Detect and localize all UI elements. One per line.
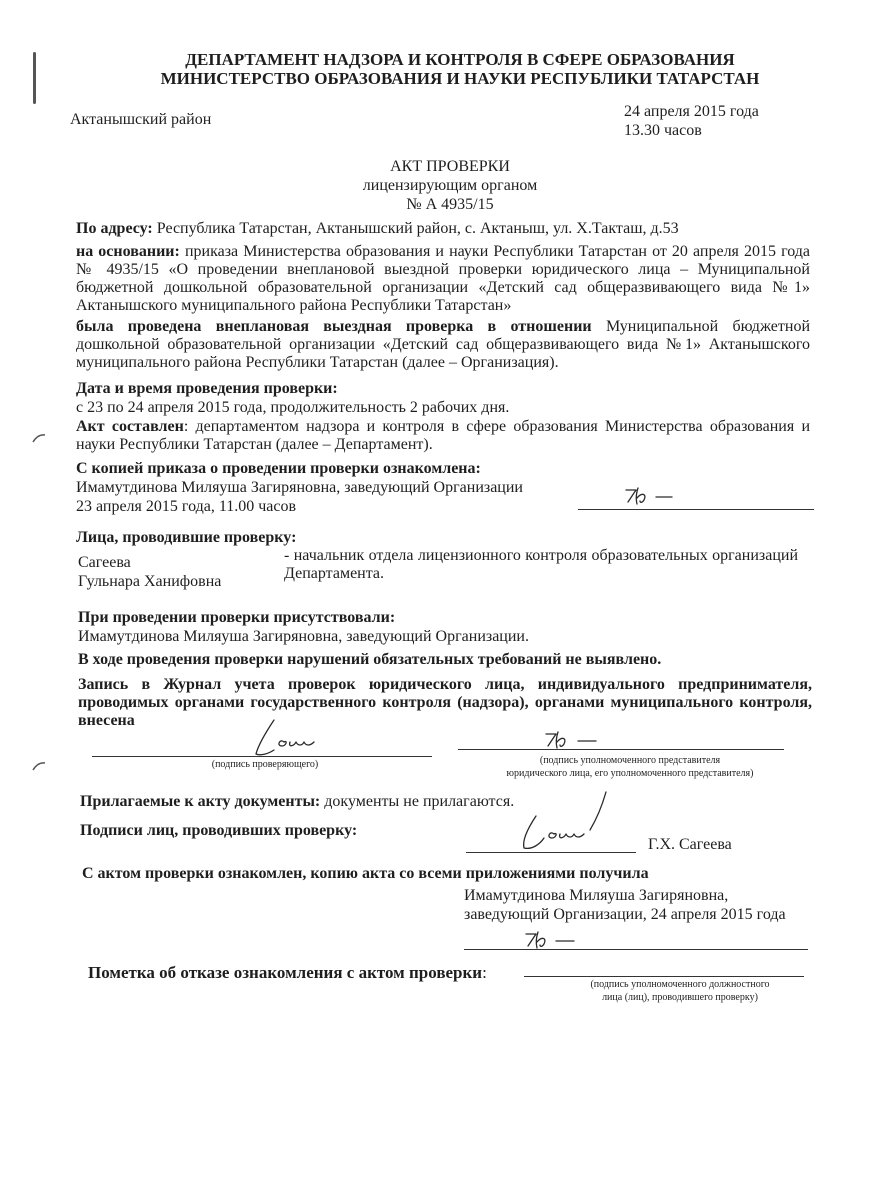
journal-text: Запись в Журнал учета проверок юридического лица, индивидуального предпринимателя, проводимых органами государственного контроля (надзора), органами муниципального контроля, внесена	[78, 676, 812, 729]
journal-caption-right-2: юридического лица, его уполномоченного представителя)	[506, 768, 754, 779]
journal-inspector-signature	[244, 716, 330, 760]
attachments-block	[80, 793, 814, 811]
address-block	[76, 220, 810, 238]
journal-representative-signature	[540, 726, 604, 752]
address-text: Республика Татарстан, Актанышский район, с. Актаныш, ул. Х.Такташ, д.53	[156, 220, 679, 237]
present-label: При проведении проверки присутствовали:	[78, 609, 396, 626]
refusal-label	[88, 964, 548, 982]
act-subtitle: лицензирующим органом	[362, 177, 538, 194]
inspector-signature	[510, 786, 634, 854]
inspector-surname: Сагеева	[78, 554, 131, 571]
address-label: По адресу:	[76, 220, 153, 237]
acknowledged-person: Имамутдинова Миляуша Загиряновна,	[464, 887, 729, 904]
header-line-1: ДЕПАРТАМЕНТ НАДЗОРА И КОНТРОЛЯ В СФЕРЕ ОБРАЗОВАНИЯ	[185, 50, 735, 69]
acknowledged-label: С актом проверки ознакомлен, копию акта со всеми приложениями получила	[82, 865, 649, 882]
place: Актанышский район	[70, 111, 212, 128]
act-title: АКТ ПРОВЕРКИ	[390, 158, 510, 175]
header-line-2: МИНИСТЕРСТВО ОБРАЗОВАНИЯ И НАУКИ РЕСПУБЛИКИ ТАТАРСТАН	[160, 69, 760, 88]
attachments-label: Прилагаемые к акту документы:	[80, 793, 321, 810]
basis-label: на основании:	[76, 243, 180, 260]
compiled-block	[76, 418, 810, 454]
order-copy-label: С копией приказа о проведении проверки ознакомлена:	[76, 460, 481, 477]
act-date: 24 апреля 2015 года	[624, 103, 759, 120]
inspection-block	[76, 318, 810, 372]
acknowledged-role-date: заведующий Организации, 24 апреля 2015 года	[464, 906, 786, 923]
attachments-text: документы не прилагаются.	[324, 793, 515, 810]
hole-punch-mark-top	[32, 432, 46, 444]
act-number: № А 4935/15	[406, 196, 494, 213]
inspection-label: была проведена внеплановая выездная проверка в отношении	[76, 318, 592, 335]
binder-mark	[33, 52, 36, 104]
order-copy-person: Имамутдинова Миляуша Загиряновна, заведующий Организации	[76, 479, 523, 496]
refusal-colon: :	[482, 963, 487, 982]
inspector-name: Гульнара Ханифовна	[78, 573, 222, 590]
datetime-text: с 23 по 24 апреля 2015 года, продолжительность 2 рабочих дня.	[76, 399, 510, 416]
order-copy-signature-line	[578, 509, 814, 510]
inspector-role: - начальник отдела лицензионного контроля образовательных организаций Департамента.	[284, 547, 798, 582]
present-text: Имамутдинова Миляуша Загиряновна, заведующий Организации.	[78, 628, 529, 645]
hole-punch-mark-bottom	[32, 760, 46, 772]
compiled-label: Акт составлен	[76, 418, 184, 435]
basis-block	[76, 243, 810, 315]
result-text: В ходе проведения проверки нарушений обязательных требований не выявлено.	[78, 651, 662, 668]
act-time: 13.30 часов	[624, 122, 702, 139]
journal-caption-left: (подпись проверяющего)	[211, 759, 319, 770]
acknowledged-signature	[520, 926, 582, 952]
signatures-label: Подписи лиц, проводивших проверку:	[80, 822, 358, 839]
order-copy-datetime: 23 апреля 2015 года, 11.00 часов	[76, 498, 297, 515]
refusal-label-text: Пометка об отказе ознакомления с актом проверки	[88, 963, 483, 982]
datetime-label: Дата и время проведения проверки:	[76, 380, 338, 397]
journal-caption-right-1: (подпись уполномоченного представителя	[539, 755, 721, 766]
inspector-signature-name: Г.Х. Сагеева	[648, 836, 732, 853]
refusal-caption-1: (подпись уполномоченного должностного	[590, 979, 770, 990]
compiled-text: : департаментом надзора и контроля в сфере образования Министерства образования и науки Республики Татарстан (далее – Департамент).	[76, 418, 811, 453]
refusal-caption-2: лица (лиц), проводившего проверку)	[602, 992, 758, 1003]
inspectors-label: Лица, проводившие проверку:	[76, 529, 297, 546]
basis-text: приказа Министерства образования и науки Республики Татарстан от 20 апреля 2015 года № 4935/15 «О проведении внеплановой выездной проверки юридического лица – Муниципальной бюджетной дошкольной образовательной организации «Детский сад общеразвивающего вида №1» Актанышского муниципального района Республики Татарстан»	[76, 243, 811, 314]
acknowledged-signature-line	[464, 949, 808, 950]
journal-signature-line-right	[458, 749, 784, 750]
order-copy-signature	[620, 482, 680, 508]
inspection-text: Муниципальной бюджетной дошкольной образовательной организации «Детский сад общеразвивающего вида №1» Актанышского муниципального района Республики Татарстан (далее – Организация).	[76, 318, 811, 371]
refusal-signature-line	[524, 976, 804, 977]
